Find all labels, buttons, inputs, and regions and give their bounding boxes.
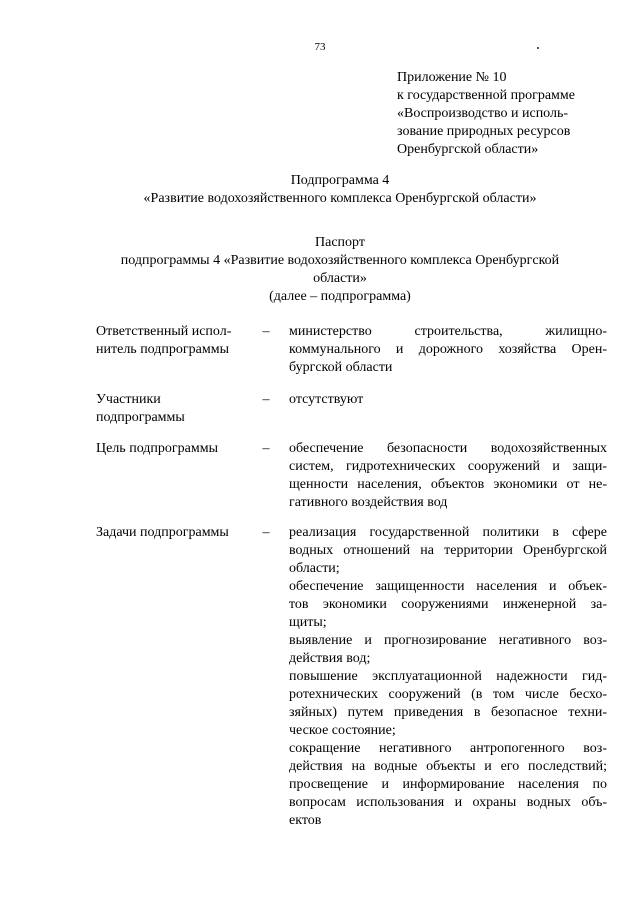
row-dash: – [262,525,270,540]
subprogram-subtitle: «Развитие водохозяйственного комплекса Оренбургской области» [143,191,537,206]
appendix-line: к государственной программе [397,88,575,103]
row-value [289,323,607,377]
row-dash: – [262,324,270,339]
passport-line: (далее – подпрограмма) [269,289,411,304]
appendix-line: зование природных ресурсов [397,124,571,139]
appendix-line: «Воспроизводство и исполь- [397,106,569,121]
appendix-block [397,69,627,159]
row-value-line: министерство строительства, жилищно- [289,324,607,339]
row-value-line: гативного воздействия вод [289,495,448,510]
row-value-line: выявление и прогнозирование негативного воз- [289,633,607,648]
scan-dot [537,47,539,49]
row-value-line: ротехнических сооружений (в том числе бесхо- [289,687,607,702]
row-label-line: Ответственный испол- [96,324,232,339]
row-label-line: подпрограммы [96,410,185,425]
row-label-line: Задачи подпрограммы [96,525,229,540]
row-value-line: зяйных) путем приведения в безопасное техни- [289,705,607,720]
row-value [289,524,607,830]
row-value-line: просвещение и информирование населения по [289,777,607,792]
row-value [289,391,607,409]
row-value-line: действия на водные объекты и его последствий; [289,759,607,774]
row-value-line: ектов [289,813,322,828]
appendix-line: Приложение № 10 [397,70,507,85]
row-dash: – [262,441,270,456]
row-value-line: сокращение негативного антропогенного воз- [289,741,607,756]
passport-line: подпрограммы 4 «Развитие водохозяйственного комплекса Оренбургской [120,253,560,268]
row-value-line: бургской области [289,360,393,375]
row-label-line: нитель подпрограммы [96,342,229,357]
passport-line: области» [313,271,367,286]
row-value-line: тов экономики сооружениями инженерной за- [289,597,607,612]
row-value-line: щенности населения, объектов экономики от не- [289,477,607,492]
row-value-line: обеспечение защищенности населения и объек- [289,579,607,594]
appendix-line: Оренбургской области» [397,142,539,157]
row-value-line: повышение эксплуатационной надежности гид- [289,669,607,684]
row-value-line: действия вод; [289,651,371,666]
row-label [96,440,256,458]
row-value-line: обеспечение безопасности водохозяйственных [289,441,607,456]
row-value-line: области; [289,561,340,576]
passport-title: Паспорт [315,235,365,250]
subprogram-title: Подпрограмма 4 [290,173,390,188]
row-value-line: систем, гидротехнических сооружений и защи- [289,459,607,474]
passport-heading [90,234,590,306]
row-value-line: водных отношений на территории Оренбургской [289,543,607,558]
row-label [96,524,256,542]
row-value [289,440,607,512]
row-label [96,391,256,427]
subprogram-heading [90,172,590,208]
row-value-line: ческое состояние; [289,723,396,738]
row-value-line: отсутствуют [289,392,364,407]
row-value-line: вопросам использования и охраны водных объ- [289,795,607,810]
page-number: 73 [314,41,326,53]
row-label-line: Участники [96,392,161,407]
row-label [96,323,256,359]
row-dash: – [262,392,270,407]
row-value-line: коммунального и дорожного хозяйства Орен- [289,342,607,357]
row-label-line: Цель подпрограммы [96,441,218,456]
row-value-line: реализация государственной политики в сфере [289,525,607,540]
row-value-line: щиты; [289,615,327,630]
